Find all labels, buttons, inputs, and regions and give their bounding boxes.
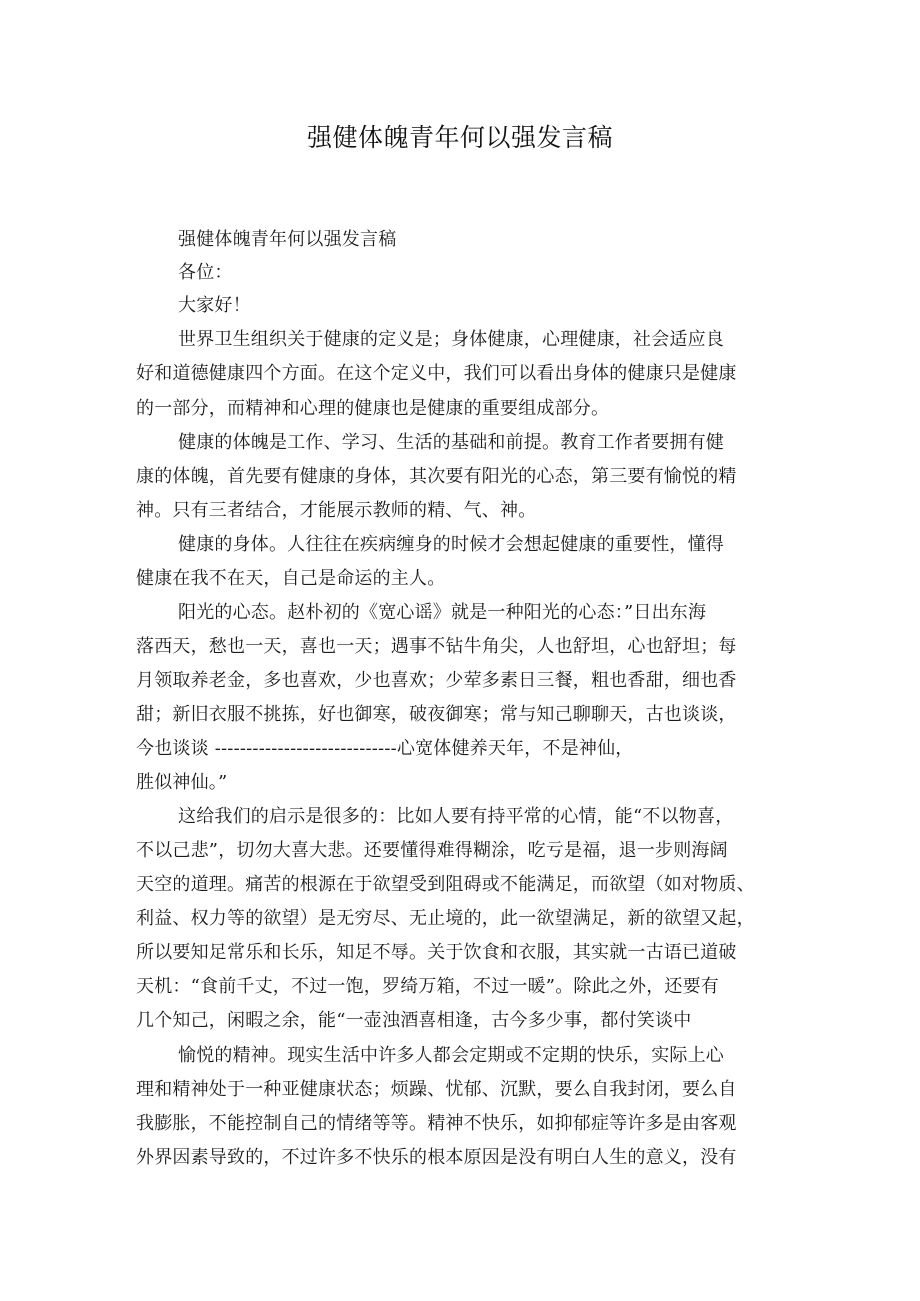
body-line: 康的体魄，首先要有健康的身体，其次要有阳光的心态，第三要有愉悦的精 (136, 466, 737, 487)
body-line: 理和精神处于一种亚健康状态；烦躁、忧郁、沉默，要么自我封闭，要么自 (136, 1079, 737, 1100)
body-line: 健康的身体。人往往在疾病缠身的时候才会想起健康的重要性，懂得 (178, 534, 724, 555)
body-line: 阳光的心态。赵朴初的《宽心谣》就是一种阳光的心态：”日出东海 (178, 602, 707, 623)
body-line: 我膨胀，不能控制自己的情绪等等。精神不快乐，如抑郁症等许多是由客观 (136, 1113, 737, 1134)
body-line: 几个知己，闲暇之余，能“一壶浊酒喜相逢，古今多少事，都付笑谈中 (136, 1010, 692, 1031)
body-line: 愉悦的精神。现实生活中许多人都会定期或不定期的快乐，实际上心 (178, 1045, 724, 1066)
body-line: 不以己悲”，切勿大喜大悲。还要懂得难得糊涂，吃亏是福，退一步则海阔 (136, 840, 728, 861)
body-line: 甜；新旧衣服不挑拣，好也御寒，破夜御寒；常与知己聊聊天，古也谈谈， (136, 704, 737, 725)
body-line: 天空的道理。痛苦的根源在于欲望受到阻碍或不能满足，而欲望（如对物质、 (136, 874, 755, 895)
body-line: 外界因素导致的，不过许多不快乐的根本原因是没有明白人生的意义，没有 (136, 1147, 737, 1168)
body-line: 强健体魄青年何以强发言稿 (178, 229, 397, 250)
body-line: 这给我们的启示是很多的：比如人要有持平常的心情，能“不以物喜， (178, 806, 734, 827)
body-line: 天机：“食前千丈，不过一饱，罗绮万箱，不过一暖”。除此之外，还要有 (136, 976, 720, 997)
body-line: 今也谈谈 -----------------------------心宽体健养天年，不是神仙， (136, 738, 634, 759)
body-line: 各位： (178, 262, 233, 283)
body-line: 神。只有三者结合，才能展示教师的精、气、神。 (136, 500, 537, 521)
body-line: 的一部分，而精神和心理的健康也是健康的重要组成部分。 (136, 398, 610, 419)
body-line: 利益、权力等的欲望）是无穷尽、无止境的，此一欲望满足，新的欲望又起， (136, 908, 755, 929)
body-line: 健康在我不在天，自己是命运的主人。 (136, 568, 446, 589)
body-line: 月领取养老金，多也喜欢，少也喜欢；少荤多素日三餐，粗也香甜，细也香 (136, 670, 737, 691)
body-line: 好和道德健康四个方面。在这个定义中，我们可以看出身体的健康只是健康 (136, 363, 737, 384)
body-line: 世界卫生组织关于健康的定义是；身体健康，心理健康，社会适应良 (178, 329, 724, 350)
body-line: 大家好！ (178, 295, 251, 316)
document-title: 强健体魄青年何以强发言稿 (306, 123, 613, 152)
body-line: 胜似神仙。” (136, 772, 228, 793)
body-line: 健康的体魄是工作、学习、生活的基础和前提。教育工作者要拥有健 (178, 432, 724, 453)
body-line: 所以要知足常乐和长乐，知足不辱。关于饮食和衣服，其实就一古语已道破 (136, 942, 737, 963)
body-line: 落西天，愁也一天，喜也一天；遇事不钻牛角尖，人也舒坦，心也舒坦；每 (136, 636, 737, 657)
